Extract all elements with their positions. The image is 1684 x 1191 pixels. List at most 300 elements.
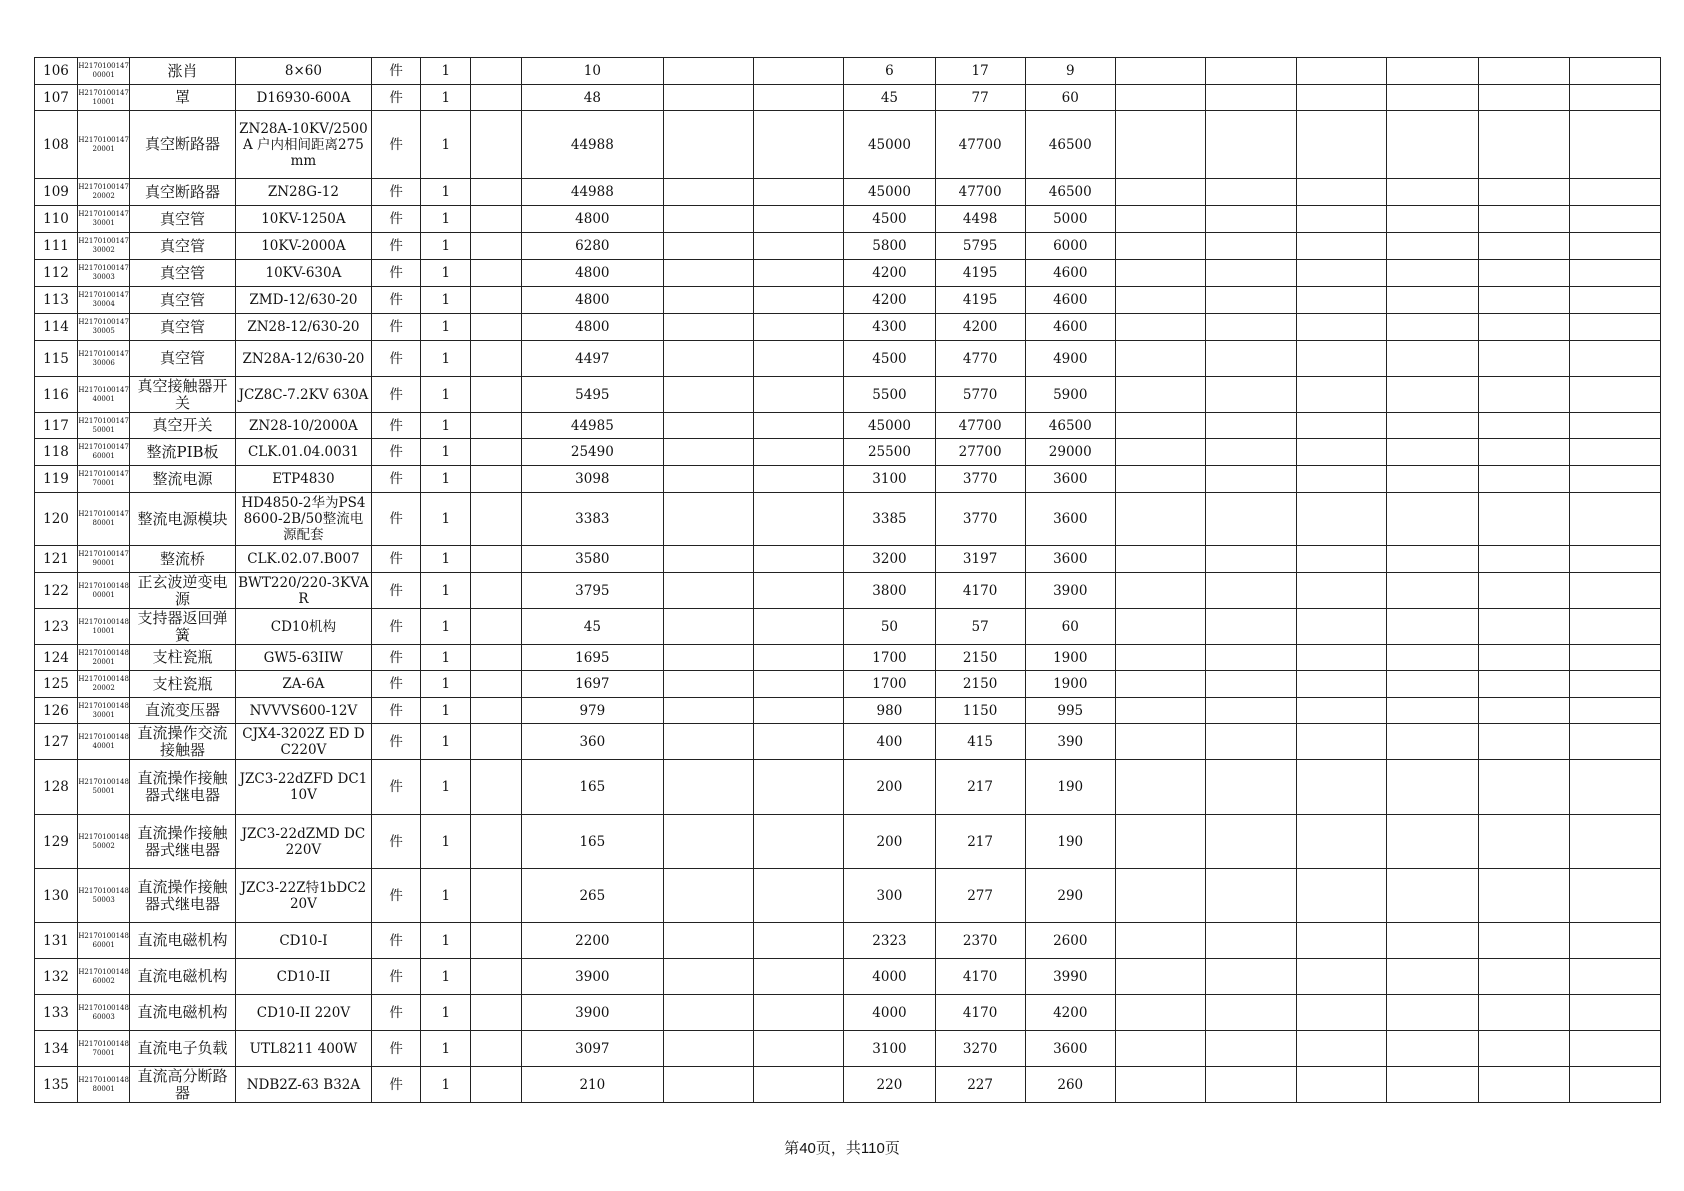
cell-no: 124 (35, 645, 78, 671)
cell-empty (471, 439, 521, 466)
cell-empty (1387, 111, 1478, 179)
cell-name: 真空管 (130, 260, 236, 287)
cell-empty (1569, 377, 1660, 413)
cell-empty (1206, 377, 1297, 413)
cell-empty (664, 58, 754, 85)
cell-empty (1478, 815, 1569, 869)
cell-empty (1387, 179, 1478, 206)
cell-name: 涨肖 (130, 58, 236, 85)
cell-no: 118 (35, 439, 78, 466)
cell-empty (1115, 493, 1205, 546)
cell-empty (1297, 546, 1387, 573)
cell-empty (1206, 111, 1297, 179)
cell-no: 110 (35, 206, 78, 233)
cell-qty: 1 (421, 493, 471, 546)
cell-name: 支持器返回弹簧 (130, 609, 236, 645)
cell-empty (664, 85, 754, 111)
cell-empty (471, 493, 521, 546)
cell-empty (1115, 995, 1205, 1031)
cell-qty: 1 (421, 760, 471, 815)
footer-page-number: 40 (799, 1140, 816, 1157)
cell-empty (1206, 233, 1297, 260)
cell-spec: ZMD-12/630-20 (235, 287, 371, 314)
cell-empty (1115, 546, 1205, 573)
cell-code: H217010014750001 (78, 413, 130, 439)
table-row (35, 466, 1661, 493)
cell-unit: 件 (372, 923, 421, 959)
cell-qty: 1 (421, 413, 471, 439)
cell-price4: 9 (1025, 58, 1115, 85)
cell-empty (1206, 959, 1297, 995)
cell-empty (1387, 724, 1478, 760)
cell-name: 真空接触器开关 (130, 377, 236, 413)
cell-price4: 290 (1025, 869, 1115, 923)
cell-empty (1115, 923, 1205, 959)
cell-price4: 1900 (1025, 645, 1115, 671)
cell-no: 113 (35, 287, 78, 314)
cell-no: 109 (35, 179, 78, 206)
cell-spec: JZC3-22dZMD DC220V (235, 815, 371, 869)
cell-empty (1297, 698, 1387, 724)
cell-price3: 3770 (935, 466, 1025, 493)
cell-price3: 4770 (935, 341, 1025, 377)
cell-spec: CLK.02.07.B007 (235, 546, 371, 573)
cell-price1: 3795 (521, 573, 663, 609)
cell-empty (1206, 724, 1297, 760)
cell-empty (1569, 466, 1660, 493)
cell-empty (754, 760, 844, 815)
cell-empty (1569, 546, 1660, 573)
table-row (35, 111, 1661, 179)
cell-empty (1297, 377, 1387, 413)
cell-empty (1478, 959, 1569, 995)
cell-empty (754, 377, 844, 413)
cell-empty (471, 377, 521, 413)
cell-code: H217010014720002 (78, 179, 130, 206)
cell-empty (754, 1031, 844, 1067)
cell-empty (1478, 1067, 1569, 1103)
cell-empty (1478, 995, 1569, 1031)
cell-empty (471, 233, 521, 260)
cell-name: 支柱瓷瓶 (130, 645, 236, 671)
cell-empty (664, 1031, 754, 1067)
cell-empty (1387, 546, 1478, 573)
cell-unit: 件 (372, 260, 421, 287)
cell-price2: 4500 (844, 341, 935, 377)
table-row (35, 760, 1661, 815)
cell-name: 整流电源 (130, 466, 236, 493)
cell-spec: JZC3-22Z特1bDC220V (235, 869, 371, 923)
cell-empty (1206, 260, 1297, 287)
cell-price2: 980 (844, 698, 935, 724)
cell-spec: GW5-63IIW (235, 645, 371, 671)
cell-spec: ZA-6A (235, 671, 371, 698)
cell-price4: 3900 (1025, 573, 1115, 609)
cell-price3: 47700 (935, 111, 1025, 179)
cell-empty (1115, 869, 1205, 923)
cell-price3: 5770 (935, 377, 1025, 413)
cell-name: 罩 (130, 85, 236, 111)
cell-unit: 件 (372, 413, 421, 439)
cell-no: 130 (35, 869, 78, 923)
cell-price3: 5795 (935, 233, 1025, 260)
cell-empty (754, 573, 844, 609)
cell-empty (664, 413, 754, 439)
cell-empty (1206, 698, 1297, 724)
cell-code: H217010014840001 (78, 724, 130, 760)
table-row (35, 439, 1661, 466)
cell-empty (664, 314, 754, 341)
table-row (35, 260, 1661, 287)
cell-price2: 220 (844, 1067, 935, 1103)
cell-empty (1297, 760, 1387, 815)
cell-empty (754, 260, 844, 287)
cell-empty (471, 724, 521, 760)
table-row (35, 573, 1661, 609)
cell-no: 119 (35, 466, 78, 493)
cell-empty (664, 233, 754, 260)
cell-spec: BWT220/220-3KVAR (235, 573, 371, 609)
cell-price1: 4800 (521, 260, 663, 287)
cell-price4: 2600 (1025, 923, 1115, 959)
cell-empty (1115, 645, 1205, 671)
cell-price1: 3580 (521, 546, 663, 573)
cell-price4: 3600 (1025, 493, 1115, 546)
cell-unit: 件 (372, 573, 421, 609)
cell-empty (1478, 341, 1569, 377)
cell-empty (754, 493, 844, 546)
cell-empty (1206, 287, 1297, 314)
cell-price1: 4800 (521, 314, 663, 341)
table-body (35, 58, 1661, 1103)
cell-empty (1387, 377, 1478, 413)
cell-empty (1569, 179, 1660, 206)
cell-no: 125 (35, 671, 78, 698)
cell-no: 134 (35, 1031, 78, 1067)
cell-price1: 45 (521, 609, 663, 645)
cell-price2: 6 (844, 58, 935, 85)
cell-unit: 件 (372, 671, 421, 698)
cell-code: H217010014810001 (78, 609, 130, 645)
cell-code: H217010014820002 (78, 671, 130, 698)
cell-empty (664, 179, 754, 206)
cell-spec: 8×60 (235, 58, 371, 85)
footer-prefix: 第 (784, 1140, 800, 1157)
cell-empty (1478, 233, 1569, 260)
cell-empty (1478, 1031, 1569, 1067)
cell-empty (754, 439, 844, 466)
cell-price4: 3600 (1025, 1031, 1115, 1067)
cell-empty (1297, 1067, 1387, 1103)
cell-qty: 1 (421, 233, 471, 260)
cell-empty (1297, 233, 1387, 260)
cell-empty (471, 206, 521, 233)
cell-unit: 件 (372, 609, 421, 645)
cell-empty (1115, 698, 1205, 724)
cell-name: 真空管 (130, 287, 236, 314)
cell-price4: 4900 (1025, 341, 1115, 377)
cell-qty: 1 (421, 85, 471, 111)
cell-spec: UTL8211 400W (235, 1031, 371, 1067)
cell-qty: 1 (421, 260, 471, 287)
cell-code: H217010014780001 (78, 493, 130, 546)
cell-empty (1478, 609, 1569, 645)
cell-price2: 4000 (844, 959, 935, 995)
cell-no: 108 (35, 111, 78, 179)
cell-spec: JZC3-22dZFD DC110V (235, 760, 371, 815)
cell-empty (1115, 179, 1205, 206)
cell-empty (664, 111, 754, 179)
cell-empty (1569, 869, 1660, 923)
cell-spec: 10KV-1250A (235, 206, 371, 233)
cell-empty (1115, 111, 1205, 179)
cell-empty (1478, 439, 1569, 466)
cell-price1: 5495 (521, 377, 663, 413)
cell-spec: CD10-II 220V (235, 995, 371, 1031)
cell-empty (1478, 466, 1569, 493)
cell-empty (1206, 466, 1297, 493)
cell-empty (1478, 698, 1569, 724)
cell-unit: 件 (372, 959, 421, 995)
cell-unit: 件 (372, 233, 421, 260)
cell-empty (1478, 314, 1569, 341)
cell-price2: 3800 (844, 573, 935, 609)
cell-empty (1478, 377, 1569, 413)
cell-empty (664, 1067, 754, 1103)
cell-empty (471, 645, 521, 671)
cell-qty: 1 (421, 573, 471, 609)
cell-price3: 2370 (935, 923, 1025, 959)
table-row (35, 58, 1661, 85)
cell-empty (1387, 413, 1478, 439)
cell-unit: 件 (372, 377, 421, 413)
cell-code: H217010014830001 (78, 698, 130, 724)
cell-price1: 210 (521, 1067, 663, 1103)
cell-price1: 44988 (521, 111, 663, 179)
cell-spec: NDB2Z-63 B32A (235, 1067, 371, 1103)
cell-price2: 300 (844, 869, 935, 923)
cell-name: 正玄波逆变电源 (130, 573, 236, 609)
cell-price2: 5800 (844, 233, 935, 260)
cell-empty (1569, 815, 1660, 869)
cell-price4: 5000 (1025, 206, 1115, 233)
table-row (35, 609, 1661, 645)
cell-empty (1478, 724, 1569, 760)
footer-suffix: 页 (884, 1140, 900, 1157)
cell-empty (1206, 439, 1297, 466)
cell-price1: 3097 (521, 1031, 663, 1067)
cell-qty: 1 (421, 724, 471, 760)
cell-empty (1297, 206, 1387, 233)
cell-empty (754, 959, 844, 995)
table-row (35, 493, 1661, 546)
cell-empty (1387, 573, 1478, 609)
cell-empty (754, 923, 844, 959)
table-row (35, 815, 1661, 869)
cell-code: H217010014850003 (78, 869, 130, 923)
cell-name: 支柱瓷瓶 (130, 671, 236, 698)
cell-price2: 25500 (844, 439, 935, 466)
cell-empty (1569, 923, 1660, 959)
cell-price4: 60 (1025, 609, 1115, 645)
cell-empty (1387, 466, 1478, 493)
cell-code: H217010014740001 (78, 377, 130, 413)
cell-empty (1206, 546, 1297, 573)
cell-empty (1478, 645, 1569, 671)
cell-empty (1478, 287, 1569, 314)
cell-empty (754, 341, 844, 377)
table-row (35, 1031, 1661, 1067)
cell-empty (1297, 260, 1387, 287)
cell-price3: 4195 (935, 260, 1025, 287)
cell-empty (1478, 760, 1569, 815)
cell-price1: 3098 (521, 466, 663, 493)
cell-no: 128 (35, 760, 78, 815)
cell-empty (664, 645, 754, 671)
cell-price4: 190 (1025, 815, 1115, 869)
cell-price1: 48 (521, 85, 663, 111)
cell-price1: 44988 (521, 179, 663, 206)
cell-code: H217010014870001 (78, 1031, 130, 1067)
cell-unit: 件 (372, 645, 421, 671)
cell-price4: 5900 (1025, 377, 1115, 413)
cell-empty (1569, 58, 1660, 85)
table-row (35, 341, 1661, 377)
cell-qty: 1 (421, 546, 471, 573)
cell-price2: 3200 (844, 546, 935, 573)
cell-empty (1115, 760, 1205, 815)
cell-spec: ETP4830 (235, 466, 371, 493)
cell-unit: 件 (372, 206, 421, 233)
cell-empty (1206, 923, 1297, 959)
cell-unit: 件 (372, 724, 421, 760)
cell-empty (471, 1067, 521, 1103)
cell-code: H217010014700001 (78, 58, 130, 85)
cell-unit: 件 (372, 341, 421, 377)
cell-code: H217010014820001 (78, 645, 130, 671)
cell-unit: 件 (372, 1031, 421, 1067)
table-row (35, 546, 1661, 573)
cell-price3: 277 (935, 869, 1025, 923)
cell-price4: 390 (1025, 724, 1115, 760)
cell-price1: 3900 (521, 995, 663, 1031)
cell-unit: 件 (372, 493, 421, 546)
cell-unit: 件 (372, 314, 421, 341)
cell-empty (1569, 573, 1660, 609)
cell-spec: CLK.01.04.0031 (235, 439, 371, 466)
cell-price1: 6280 (521, 233, 663, 260)
cell-empty (1387, 58, 1478, 85)
cell-empty (471, 85, 521, 111)
cell-empty (664, 995, 754, 1031)
cell-price1: 4497 (521, 341, 663, 377)
cell-empty (1569, 724, 1660, 760)
cell-empty (1569, 995, 1660, 1031)
cell-unit: 件 (372, 179, 421, 206)
cell-name: 直流操作接触器式继电器 (130, 815, 236, 869)
cell-empty (1387, 493, 1478, 546)
cell-code: H217010014800001 (78, 573, 130, 609)
cell-price1: 10 (521, 58, 663, 85)
cell-empty (1297, 439, 1387, 466)
cell-name: 真空开关 (130, 413, 236, 439)
cell-empty (471, 698, 521, 724)
cell-code: H217010014730005 (78, 314, 130, 341)
cell-price3: 57 (935, 609, 1025, 645)
cell-empty (1569, 645, 1660, 671)
cell-spec: JCZ8C-7.2KV 630A (235, 377, 371, 413)
cell-qty: 1 (421, 341, 471, 377)
cell-empty (1478, 179, 1569, 206)
cell-spec: ZN28G-12 (235, 179, 371, 206)
cell-price2: 200 (844, 760, 935, 815)
cell-no: 112 (35, 260, 78, 287)
cell-empty (664, 959, 754, 995)
cell-empty (1569, 698, 1660, 724)
cell-price1: 360 (521, 724, 663, 760)
cell-empty (664, 287, 754, 314)
cell-price4: 6000 (1025, 233, 1115, 260)
cell-spec: HD4850-2华为PS48600-2B/50整流电源配套 (235, 493, 371, 546)
cell-empty (1297, 609, 1387, 645)
cell-empty (1569, 233, 1660, 260)
table-row (35, 233, 1661, 260)
cell-unit: 件 (372, 760, 421, 815)
cell-code: H217010014770001 (78, 466, 130, 493)
cell-price4: 3990 (1025, 959, 1115, 995)
page-footer (0, 1137, 1684, 1158)
cell-empty (1297, 466, 1387, 493)
cell-empty (1569, 413, 1660, 439)
cell-empty (1297, 959, 1387, 995)
cell-empty (1115, 85, 1205, 111)
cell-empty (1206, 179, 1297, 206)
cell-price3: 2150 (935, 671, 1025, 698)
cell-empty (1115, 413, 1205, 439)
cell-price2: 50 (844, 609, 935, 645)
cell-empty (471, 466, 521, 493)
cell-empty (1297, 493, 1387, 546)
cell-no: 126 (35, 698, 78, 724)
cell-price2: 5500 (844, 377, 935, 413)
cell-empty (1387, 995, 1478, 1031)
cell-empty (1569, 493, 1660, 546)
cell-name: 直流操作接触器式继电器 (130, 869, 236, 923)
cell-empty (1387, 314, 1478, 341)
cell-spec: ZN28A-12/630-20 (235, 341, 371, 377)
cell-qty: 1 (421, 815, 471, 869)
cell-price4: 260 (1025, 1067, 1115, 1103)
cell-name: 真空管 (130, 314, 236, 341)
cell-empty (664, 760, 754, 815)
cell-name: 真空断路器 (130, 111, 236, 179)
cell-empty (1297, 869, 1387, 923)
cell-empty (1387, 260, 1478, 287)
cell-unit: 件 (372, 1067, 421, 1103)
cell-price3: 3770 (935, 493, 1025, 546)
cell-empty (754, 233, 844, 260)
cell-qty: 1 (421, 995, 471, 1031)
cell-price4: 4200 (1025, 995, 1115, 1031)
cell-empty (1478, 85, 1569, 111)
cell-price3: 2150 (935, 645, 1025, 671)
cell-no: 111 (35, 233, 78, 260)
cell-empty (1115, 341, 1205, 377)
cell-code: H217010014860001 (78, 923, 130, 959)
cell-price3: 4195 (935, 287, 1025, 314)
cell-empty (1115, 260, 1205, 287)
cell-no: 120 (35, 493, 78, 546)
